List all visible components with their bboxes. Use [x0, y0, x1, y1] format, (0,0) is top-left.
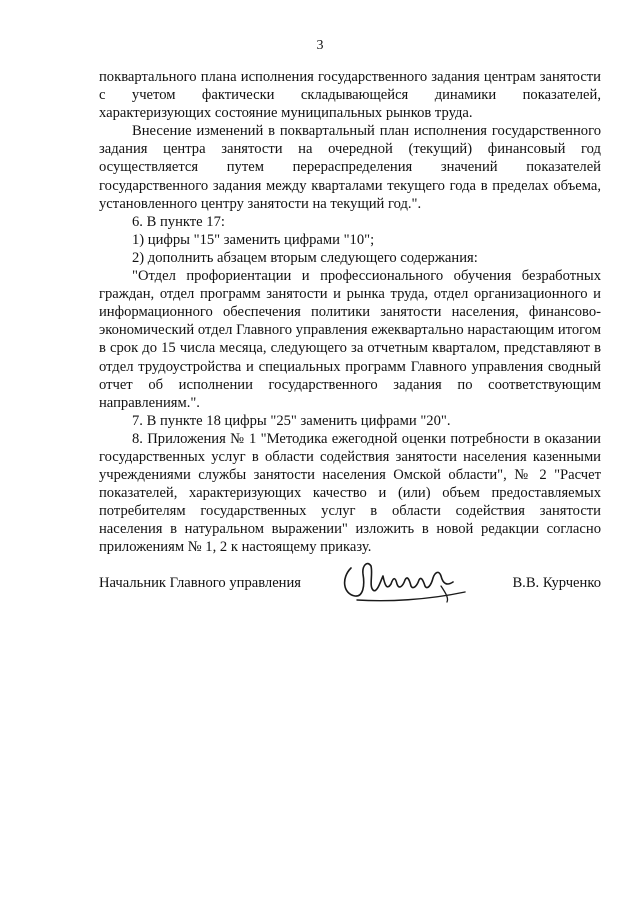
paragraph-amendment-note: Внесение изменений в поквартальный план исполнения государственного задания центра занятости на очередной (текущий) финансовый год осуществляется путем перераспределения значений показателей государственного задания между кварталами текущего года в пределах объема, установленного центру занятости на текущий год.". [99, 123, 601, 212]
paragraph-item-6-1: 1) цифры "15" заменить цифрами "10"; [132, 231, 375, 248]
paragraph-quoted-text: "Отдел профориентации и профессионального обучения безработных граждан, отдел программ занятости и рынка труда, отдел организационного и информационного обеспечения политики занятости населения, финансово-экономический отдел Главного управления ежеквартально нарастающим итогом в срок до 15 числа месяца, следующего за отчетным кварталом, представляют в отдел трудоустройства и специальных программ Главного управления сводный отчет об исполнении государственного задания по соответствующим направлениям.". [99, 268, 601, 411]
signatory-name: В.В. Курченко [512, 575, 601, 591]
paragraph-item-8: 8. Приложения № 1 "Методика ежегодной оценки потребности в оказании государственных услуг в области содействия занятости населения казенными учреждениями службы занятости населения Омской области", № 2 "Расчет показателей, характеризующих качество и (или) объем предоставляемых потребителям государственных услуг в области содействия занятости населения в натуральном выражении" изложить в новой редакции согласно приложениям № 1, 2 к настоящему приказу. [99, 430, 601, 556]
signature-block [99, 556, 601, 616]
signatory-title: Начальник Главного управления [99, 575, 302, 591]
handwritten-signature [337, 556, 477, 608]
document-body [99, 68, 601, 557]
paragraph-item-7: 7. В пункте 18 цифры "25" заменить цифрами "20". [132, 412, 451, 429]
paragraph-item-6: 6. В пункте 17: [132, 213, 225, 230]
paragraph-continuation: поквартального плана исполнения государственного задания центрам занятости с учетом фактически складывающейся динамики показателей, характеризующих состояние муниципальных рынков труда. [99, 69, 601, 122]
page-number: 3 [316, 38, 324, 53]
paragraph-item-6-2: 2) дополнить абзацем вторым следующего содержания: [132, 249, 478, 266]
